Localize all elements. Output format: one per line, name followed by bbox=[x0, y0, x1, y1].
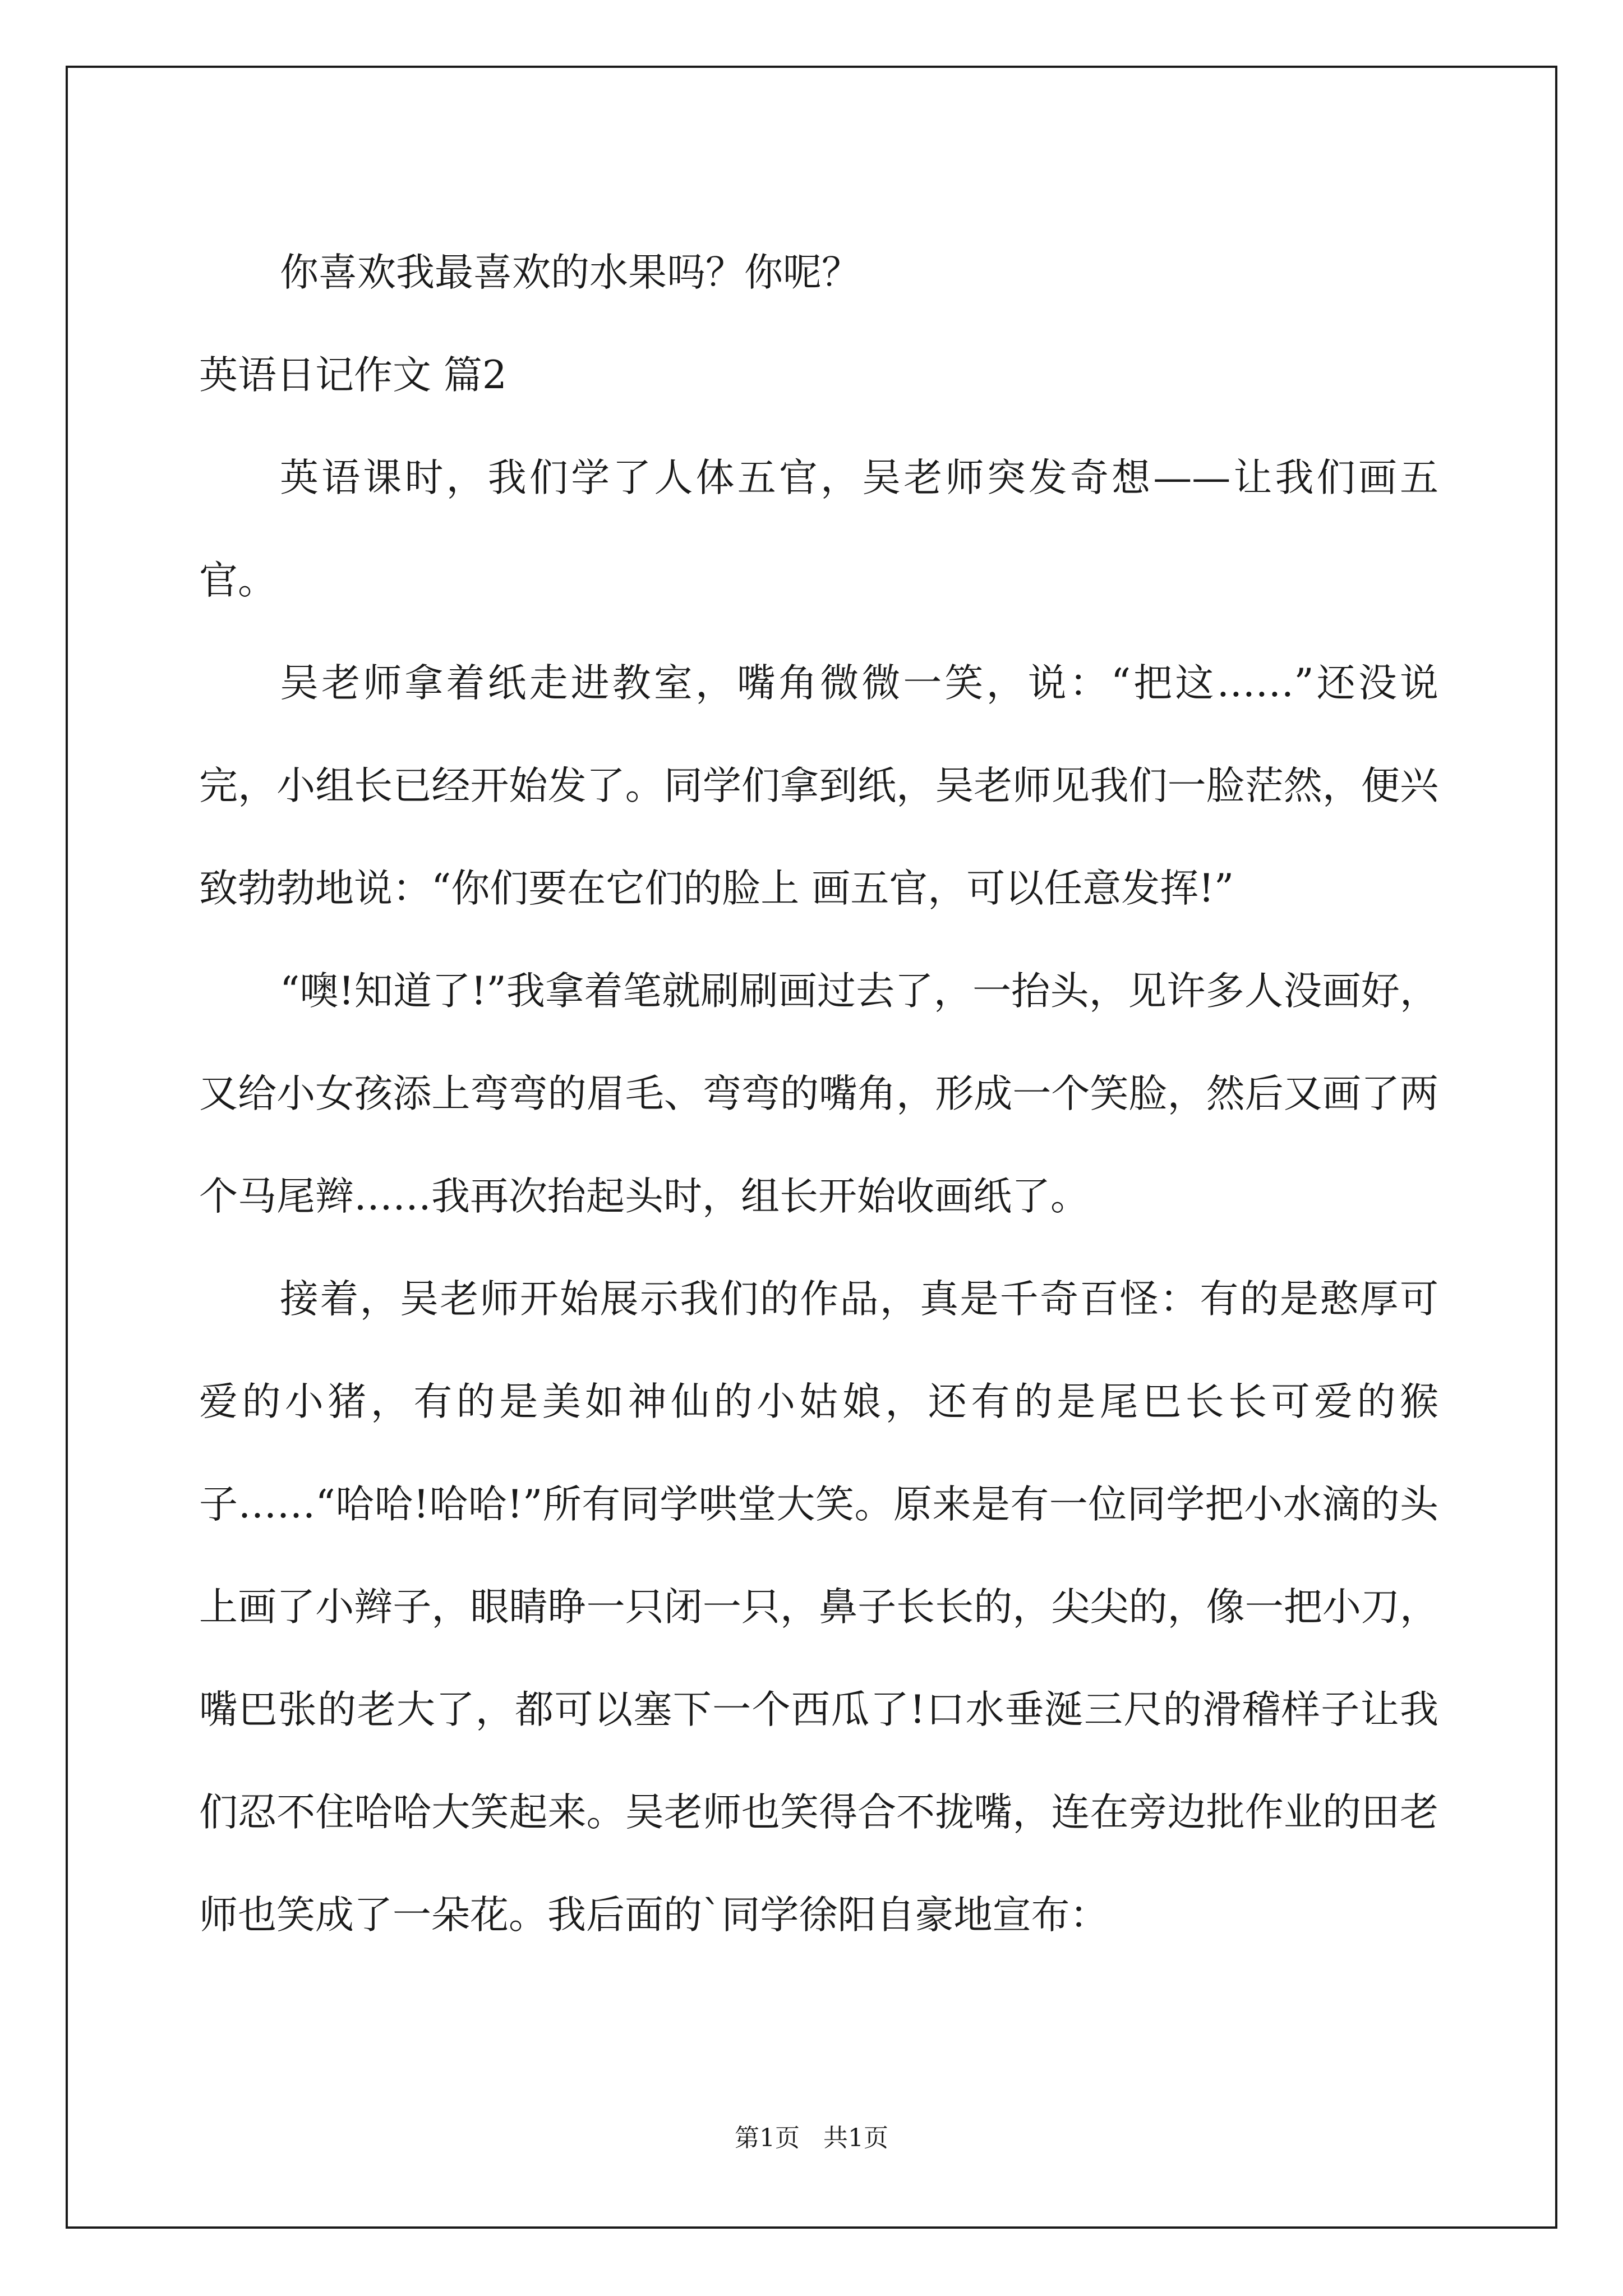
paragraph-4: 接着，吴老师开始展示我们的作品，真是千奇百怪：有的是憨厚可爱的小猪，有的是美如神仙的小姑娘，还有的是尾巴长长可爱的猴子……“哈哈!哈哈!”所有同学哄堂大笑。原来是有一位同学把小水滴的头上画了小辫子，眼睛睁一只闭一只，鼻子长长的，尖尖的，像一把小刀，嘴巴张的老大了，都可以塞下一个西瓜了!口水垂涎三尺的滑稽样子让我们忍不住哈哈大笑起来。吴老师也笑得合不拢嘴，连在旁边批作业的田老师也笑成了一朵花。我后面的`同学徐阳自豪地宣布： bbox=[199, 1277, 1438, 1938]
document-body bbox=[199, 222, 1438, 1967]
paragraph-closing-question: 你喜欢我最喜欢的水果吗？你呢？ bbox=[280, 250, 860, 295]
paragraph-2: 吴老师拿着纸走进教室，嘴角微微一笑，说：“把这……”还没说完，小组长已经开始发了。同学们拿到纸，吴老师见我们一脸茫然，便兴致勃勃地说：“你们要在它们的脸上 画五官，可以任意发挥!” bbox=[199, 661, 1438, 911]
section-title: 英语日记作文 篇2 bbox=[199, 353, 507, 398]
page-footer: 第1页 共1页 bbox=[735, 2124, 888, 2152]
paragraph-3: “噢!知道了!”我拿着笔就刷刷画过去了，一抬头，见许多人没画好，又给小女孩添上弯弯的眉毛、弯弯的嘴角，形成一个笑脸，然后又画了两个马尾辫……我再次抬起头时，组长开始收画纸了。 bbox=[199, 969, 1438, 1219]
paragraph-1: 英语课时，我们学了人体五官，吴老师突发奇想——让我们画五官。 bbox=[199, 455, 1438, 603]
